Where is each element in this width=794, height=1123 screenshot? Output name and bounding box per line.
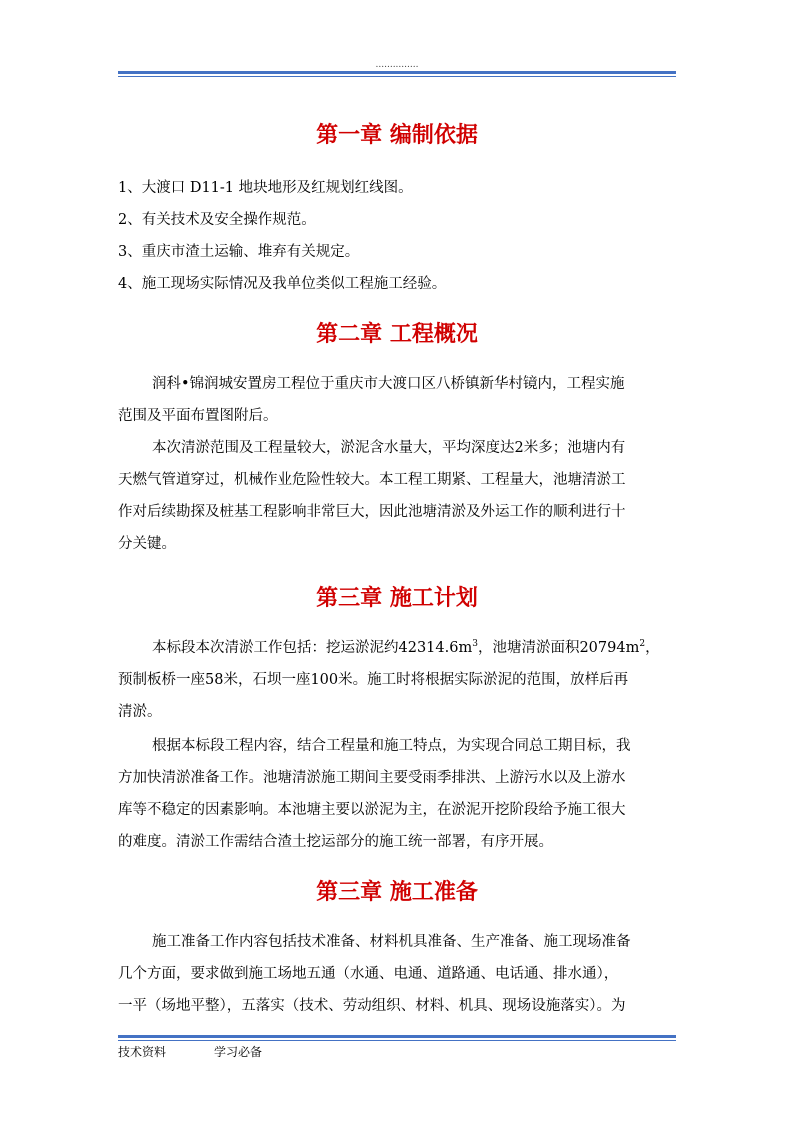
footer <box>118 1044 262 1060</box>
text-line: 作对后续勘探及桩基工程影响非常巨大，因此池塘清淤及外运工作的顺利进行十 <box>118 504 626 520</box>
footer-left-text: 技术资料 <box>118 1045 167 1059</box>
basis-item-3: 3、重庆市渣土运输、堆弃有关规定。 <box>118 244 360 260</box>
text-segment: 本标段本次清淤工作包括：挖运淤泥约42314.6m <box>152 640 473 656</box>
basis-item-1: 1、大渡口 D11-1 地块地形及红规划红线图。 <box>118 180 413 196</box>
text-line: 清淤。 <box>118 704 162 720</box>
text-line: 润科•锦润城安置房工程位于重庆市大渡口区八桥镇新华村镜内，工程实施 <box>152 376 625 392</box>
text-segment: ， <box>645 640 660 656</box>
text-line: 本次清淤范围及工程量较大，淤泥含水量大，平均深度达2米多；池塘内有 <box>152 440 626 456</box>
basis-item-4: 4、施工现场实际情况及我单位类似工程施工经验。 <box>118 276 447 292</box>
footer-right-text: 学习必备 <box>214 1045 263 1059</box>
preparation-paragraph-1 <box>118 926 676 1022</box>
chapter-3-title: 第三章 施工计划 <box>316 585 478 611</box>
text-line: 的难度。清淤工作需结合渣土挖运部分的施工统一部署，有序开展。 <box>118 834 553 850</box>
overview-paragraph-1 <box>118 368 676 432</box>
text-line: 几个方面，要求做到施工场地五通（水通、电通、道路通、电话通、排水通）， <box>118 966 619 982</box>
plan-paragraph-2 <box>118 730 676 858</box>
text-line: 方加快清淤准备工作。池塘清淤施工期间主要受雨季排洪、上游污水以及上游水 <box>118 770 626 786</box>
basis-item-2: 2、有关技术及安全操作规范。 <box>118 212 316 228</box>
text-line: 预制板桥一座58米，石坝一座100米。施工时将根据实际淤泥的范围，放样后再 <box>118 672 629 688</box>
text-segment: ，池塘清淤面积20794m <box>477 640 640 656</box>
header-dots: ............... <box>375 60 419 70</box>
text-line <box>118 632 676 664</box>
chapter-4-title: 第三章 施工准备 <box>316 879 478 905</box>
superscript: 2 <box>639 639 646 650</box>
text-line: 天燃气管道穿过，机械作业危险性较大。本工程工期紧、工程量大，池塘清淤工 <box>118 472 626 488</box>
text-line: 库等不稳定的因素影响。本池塘主要以淤泥为主，在淤泥开挖阶段给予施工很大 <box>118 802 626 818</box>
text-line: 分关键。 <box>118 536 176 552</box>
text-line: 施工准备工作内容包括技术准备、材料机具准备、生产准备、施工现场准备 <box>152 934 631 950</box>
plan-paragraph-1 <box>118 632 676 728</box>
superscript: 3 <box>472 639 478 650</box>
header-rule <box>118 71 676 77</box>
footer-rule <box>118 1035 676 1041</box>
text-line: 根据本标段工程内容，结合工程量和施工特点，为实现合同总工期目标，我 <box>152 738 631 754</box>
text-line: 范围及平面布置图附后。 <box>118 408 278 424</box>
chapter-2-title: 第二章 工程概况 <box>316 321 478 347</box>
text-line: 一平（场地平整），五落实（技术、劳动组织、材料、机具、现场设施落实）。为 <box>118 998 626 1014</box>
chapter-1-title: 第一章 编制依据 <box>316 122 478 148</box>
overview-paragraph-2 <box>118 432 676 560</box>
